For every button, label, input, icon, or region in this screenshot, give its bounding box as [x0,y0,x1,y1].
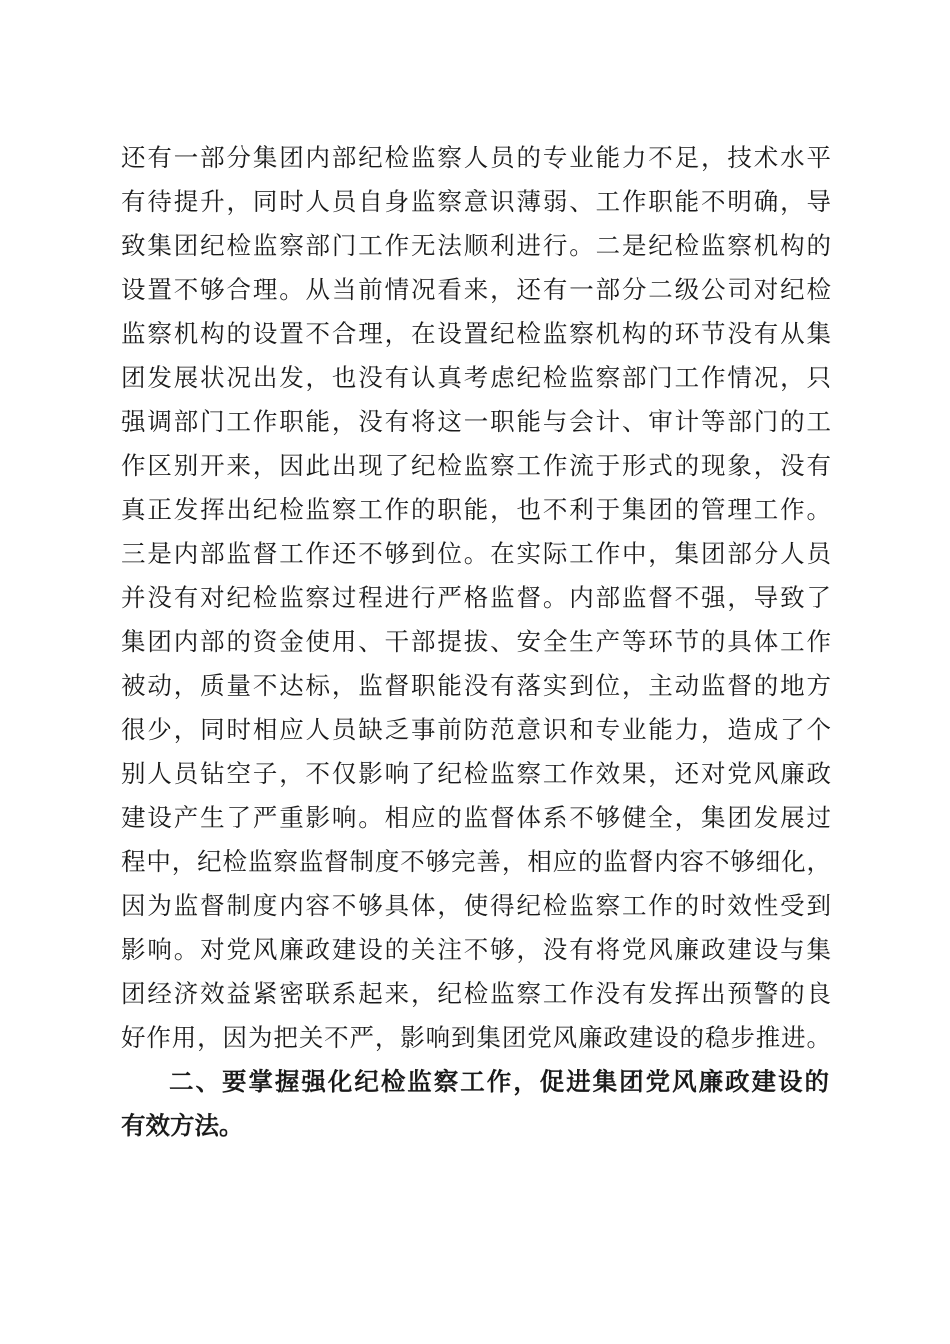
body-line: 影响。对党风廉政建设的关注不够，没有将党风廉政建设与集 [121,935,831,964]
body-line: 作区别开来，因此出现了纪检监察工作流于形式的现象，没有 [121,451,831,480]
body-line: 因为监督制度内容不够具体，使得纪检监察工作的时效性受到 [121,891,831,920]
body-line: 集团内部的资金使用、干部提拔、安全生产等环节的具体工作 [121,627,831,656]
body-line: 程中，纪检监察监督制度不够完善，相应的监督内容不够细化， [121,847,831,876]
body-line: 三是内部监督工作还不够到位。在实际工作中，集团部分人员 [121,539,831,568]
body-line: 设置不够合理。从当前情况看来，还有一部分二级公司对纪检 [121,275,831,304]
section-heading-line: 二、要掌握强化纪检监察工作，促进集团党风廉政建设的 [169,1067,829,1096]
body-line: 被动，质量不达标，监督职能没有落实到位，主动监督的地方 [121,671,831,700]
body-line: 建设产生了严重影响。相应的监督体系不够健全，集团发展过 [121,803,831,832]
body-line: 团经济效益紧密联系起来，纪检监察工作没有发挥出预警的良 [121,979,831,1008]
body-line: 很少，同时相应人员缺乏事前防范意识和专业能力，造成了个 [121,715,831,744]
section-heading-line: 有效方法。 [121,1111,244,1140]
body-line: 别人员钻空子，不仅影响了纪检监察工作效果，还对党风廉政 [121,759,831,788]
body-line: 强调部门工作职能，没有将这一职能与会计、审计等部门的工 [121,407,831,436]
body-line: 还有一部分集团内部纪检监察人员的专业能力不足，技术水平 [121,143,831,172]
body-line: 并没有对纪检监察过程进行严格监督。内部监督不强，导致了 [121,583,831,612]
body-line: 致集团纪检监察部门工作无法顺利进行。二是纪检监察机构的 [121,231,831,260]
body-line: 好作用，因为把关不严，影响到集团党风廉政建设的稳步推进。 [121,1023,831,1052]
body-line: 监察机构的设置不合理，在设置纪检监察机构的环节没有从集 [121,319,831,348]
body-line: 团发展状况出发，也没有认真考虑纪检监察部门工作情况，只 [121,363,831,392]
body-line: 真正发挥出纪检监察工作的职能，也不利于集团的管理工作。 [121,495,831,524]
body-line: 有待提升，同时人员自身监察意识薄弱、工作职能不明确，导 [121,187,831,216]
